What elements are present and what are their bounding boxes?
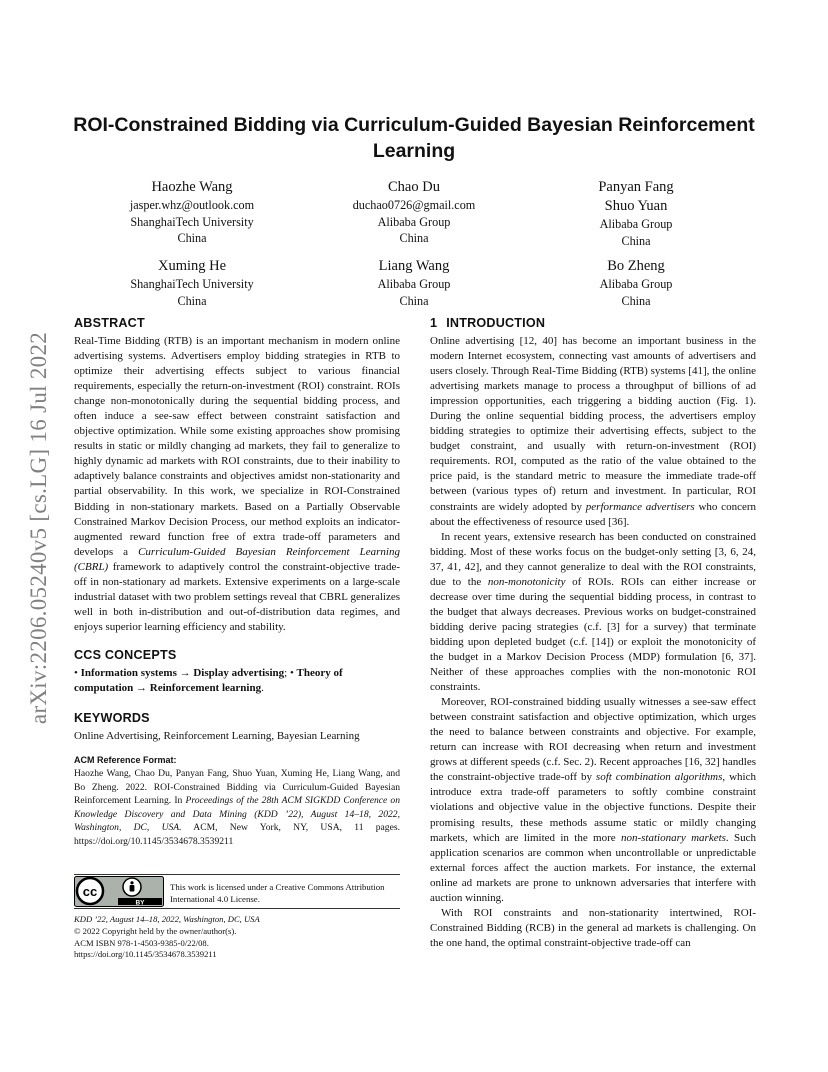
author-email: jasper.whz@outlook.com xyxy=(129,198,255,212)
text-part: Moreover, ROI-constrained bidding usually witnesses a see-saw effect between constraint satisfaction and objective optimization, which urges the need to balance between constraints and objective. For example, return can increase with ROI decreasing when return and investment grows at different speeds (c.f. Sec. 2). Recent approaches [16, 32] handles the constraint-objective trade-off by xyxy=(430,696,757,784)
conference-text: KDD ’22, August 14–18, 2022, Washington, DC, USA xyxy=(74,914,260,924)
right-column xyxy=(430,315,756,951)
ccs-item: Reinforcement learning xyxy=(149,682,262,695)
text-part: In recent years, extensive research has been conducted on constrained bidding. Most of these works focus on the budget-only setting [3, 6, 24, 37, 41, 42], and they cannot generalize to deal with the ROI constraints, due to the xyxy=(430,530,756,588)
ccs-item: Display advertising xyxy=(193,666,285,679)
copyright-footer xyxy=(74,914,260,961)
keywords-text: Online Advertising, Reinforcement Learning, Bayesian Learning xyxy=(74,729,360,742)
cc-by-icon xyxy=(74,876,164,907)
bullet: • xyxy=(289,666,294,679)
separator: ; xyxy=(284,666,288,679)
author-name: Liang Wang xyxy=(378,258,450,274)
section-title: INTRODUCTION xyxy=(446,316,546,330)
arxiv-watermark xyxy=(17,298,61,758)
abstract-text xyxy=(74,334,400,635)
paper-title: ROI-Constrained Bidding via Curriculum-Guided Bayesian Reinforcement Learning xyxy=(73,114,755,162)
period: . xyxy=(261,682,264,695)
author-country: China xyxy=(177,293,207,308)
left-column xyxy=(74,315,400,849)
by-text: BY xyxy=(135,899,145,907)
author-email: duchao0726@gmail.com xyxy=(352,198,476,212)
author-block xyxy=(536,178,736,249)
text-emphasis: performance advertisers xyxy=(585,500,695,513)
ref-emphasis: Proceedings of the 28th ACM SIGKDD Conference on Knowledge Discovery and Data Mining (KDD ’22), August 14–18, 2022, Washington, DC, USA. xyxy=(74,795,400,834)
author-affiliation: ShanghaiTech University xyxy=(130,214,254,229)
author-affiliation: Alibaba Group xyxy=(599,217,673,231)
text-part: . Such application scenarios are common when uncontrollable or unpredictable external forces affect the auction markets. For instance, the external online ad markets are prone to unknown adversaries that interfere with auction winning. xyxy=(430,831,757,904)
intro-paragraph-1 xyxy=(430,334,756,530)
author-name: Chao Du xyxy=(388,179,440,195)
author-name: Bo Zheng xyxy=(607,258,665,274)
author-affiliation: Alibaba Group xyxy=(377,214,451,229)
doi-line: https://doi.org/10.1145/3534678.3539211 xyxy=(74,949,217,960)
copyright-line: © 2022 Copyright held by the owner/author(s). xyxy=(74,925,237,936)
intro-paragraph-4: With ROI constraints and non-stationarity intertwined, ROI-Constrained Bidding (RCB) in the general ad markets is challenging. On the one hand, the optimal constraint-objective trade-off can xyxy=(430,906,756,949)
arrow: → xyxy=(136,682,148,695)
author-block xyxy=(314,178,514,247)
license-text: This work is licensed under a Creative Commons Attribution International 4.0 License. xyxy=(170,882,385,904)
author-country: China xyxy=(621,233,651,248)
author-country: China xyxy=(399,231,429,245)
author-country: China xyxy=(177,231,207,245)
author-block xyxy=(92,257,292,309)
abstract-heading: ABSTRACT xyxy=(74,316,145,330)
ccs-text xyxy=(74,666,400,697)
footer-divider xyxy=(74,908,400,909)
author-country: China xyxy=(621,293,651,308)
author-name: Haozhe Wang xyxy=(151,179,233,195)
text-part: , which introduce extra trade-off parameters to softly combine constraint violations and objective value in the objective functions. Despite their promising results, these methods assume static or mildly changing markets, which are limited in the more xyxy=(430,771,756,844)
ref-part: Haozhe Wang, Chao Du, Panyan Fang, Shuo Yuan, Xuming He, Liang Wang, and Bo Zheng. 2022. ROI-Constrained Bidding via Curriculum-Guided Bayesian Reinforcement Learning. In xyxy=(74,767,400,807)
ccs-heading: CCS CONCEPTS xyxy=(74,647,177,662)
ccs-item: Theory of computation xyxy=(74,666,343,695)
intro-paragraph-3 xyxy=(430,695,756,906)
author-name: Xuming He xyxy=(157,258,227,274)
author-country: China xyxy=(399,293,429,308)
author-name: Shuo Yuan xyxy=(604,198,668,214)
bullet: • xyxy=(74,666,78,679)
ccs-item: Information systems xyxy=(80,666,177,679)
author-block xyxy=(314,257,514,309)
section-number: 1 xyxy=(430,316,438,330)
author-affiliation: Alibaba Group xyxy=(599,277,673,291)
license-divider xyxy=(74,874,400,875)
abstract-emphasis: Curriculum-Guided Bayesian Reinforcement Learning (CBRL) xyxy=(74,545,400,573)
ref-part: ACM, New York, NY, USA, 11 pages. https://doi.org/10.1145/3534678.3539211 xyxy=(74,822,400,847)
text-emphasis: non-stationary markets xyxy=(620,831,726,844)
acm-reference-heading: ACM Reference Format: xyxy=(74,754,177,765)
text-part: Online advertising [12, 40] has become an important business in the modern Internet ecosystem, connecting vast amounts of advertisers and users closely. Through Real-Time Bidding (RTB) systems [41], the online advertising markets manage to process a throughput of billions of ad impression opportunities, each triggering a bidding auction (Fig. 1). During the online sequential bidding process, the advertisers employ bidding strategies to optimize their advertising effects, subject to the budget constraint, and usually with return-on-investment (ROI) requirements. ROI, computed as the ratio of the value obtained to the price paid, is the standard metric to measure the immediate trade-off between (various types of) return and investment. In particular, ROI constraints are widely adopted by xyxy=(430,335,756,513)
cc-by-badge xyxy=(74,876,164,907)
author-affiliation: ShanghaiTech University xyxy=(130,277,254,291)
arrow: → xyxy=(179,666,191,679)
keywords-heading: KEYWORDS xyxy=(74,710,150,725)
author-affiliation: Alibaba Group xyxy=(377,277,451,291)
intro-paragraph-2 xyxy=(430,530,756,696)
text-emphasis: soft combination algorithms xyxy=(595,771,723,784)
introduction-heading xyxy=(430,315,756,331)
author-block xyxy=(92,178,292,247)
arxiv-id: arXiv:2206.05240v5 [cs.LG] 16 Jul 2022 xyxy=(26,331,51,725)
conference-line xyxy=(74,914,260,926)
text-part: who concern about the effectiveness of resource used [36]. xyxy=(430,500,756,528)
author-name: Panyan Fang xyxy=(598,179,674,195)
abstract-part: Real-Time Bidding (RTB) is an important mechanism in modern online advertising systems. Advertisers employ bidding strategies in RTB to optimize their advertising effects subject to various financial requirements, especially the return-on-investment (ROI) constraint. ROIs change non-monotonically during the sequential bidding process, and often induce a see-saw effect between constraint satisfaction and objective optimization. While some existing approaches show promising results in static or mildly changing ad markets, they fail to generalize to highly dynamic ad markets with ROI constraints, due to their inability to adaptively balance constraints and objectives amidst non-stationarity and partial observability. In this work, we specialize in ROI-Constrained Bidding in non-stationary markets. Based on a Partially Observable Constrained Markov Decision Process, our method exploits an indicator-augmented reward function free of extra trade-off parameters and develops a xyxy=(74,335,400,558)
text-emphasis: non-monotonicity xyxy=(487,575,566,588)
text-part: of ROIs. ROIs can either increase or decrease over time during the sequential bidding process, in contrast to the budget that always decreases. Previous works on budget-constrained bidding derive pacing strategies (c.f. [3] for a survey) that terminate bidding upon depleted budget (c.f. [14]) or exploit the monotonicity of the budget in a Markov Decision Process (MDP) formulation [6, 37]. Neither of these approaches complies with the non-monotonic ROI constraints. xyxy=(430,575,756,694)
acm-reference-text xyxy=(74,767,400,849)
author-block xyxy=(536,257,736,309)
abstract-part: framework to adaptively control the constraint-objective trade-off in non-stationary ad markets. Extensive experiments on a large-scale industrial dataset with two problem settings reveal that CBRL generalizes well in both in-distribution and out-of-distribution data regimes, and enjoys superior learning efficiency and stability. xyxy=(74,560,400,633)
isbn-line: ACM ISBN 978-1-4503-9385-0/22/08. xyxy=(74,937,209,948)
cc-text: cc xyxy=(82,884,98,899)
